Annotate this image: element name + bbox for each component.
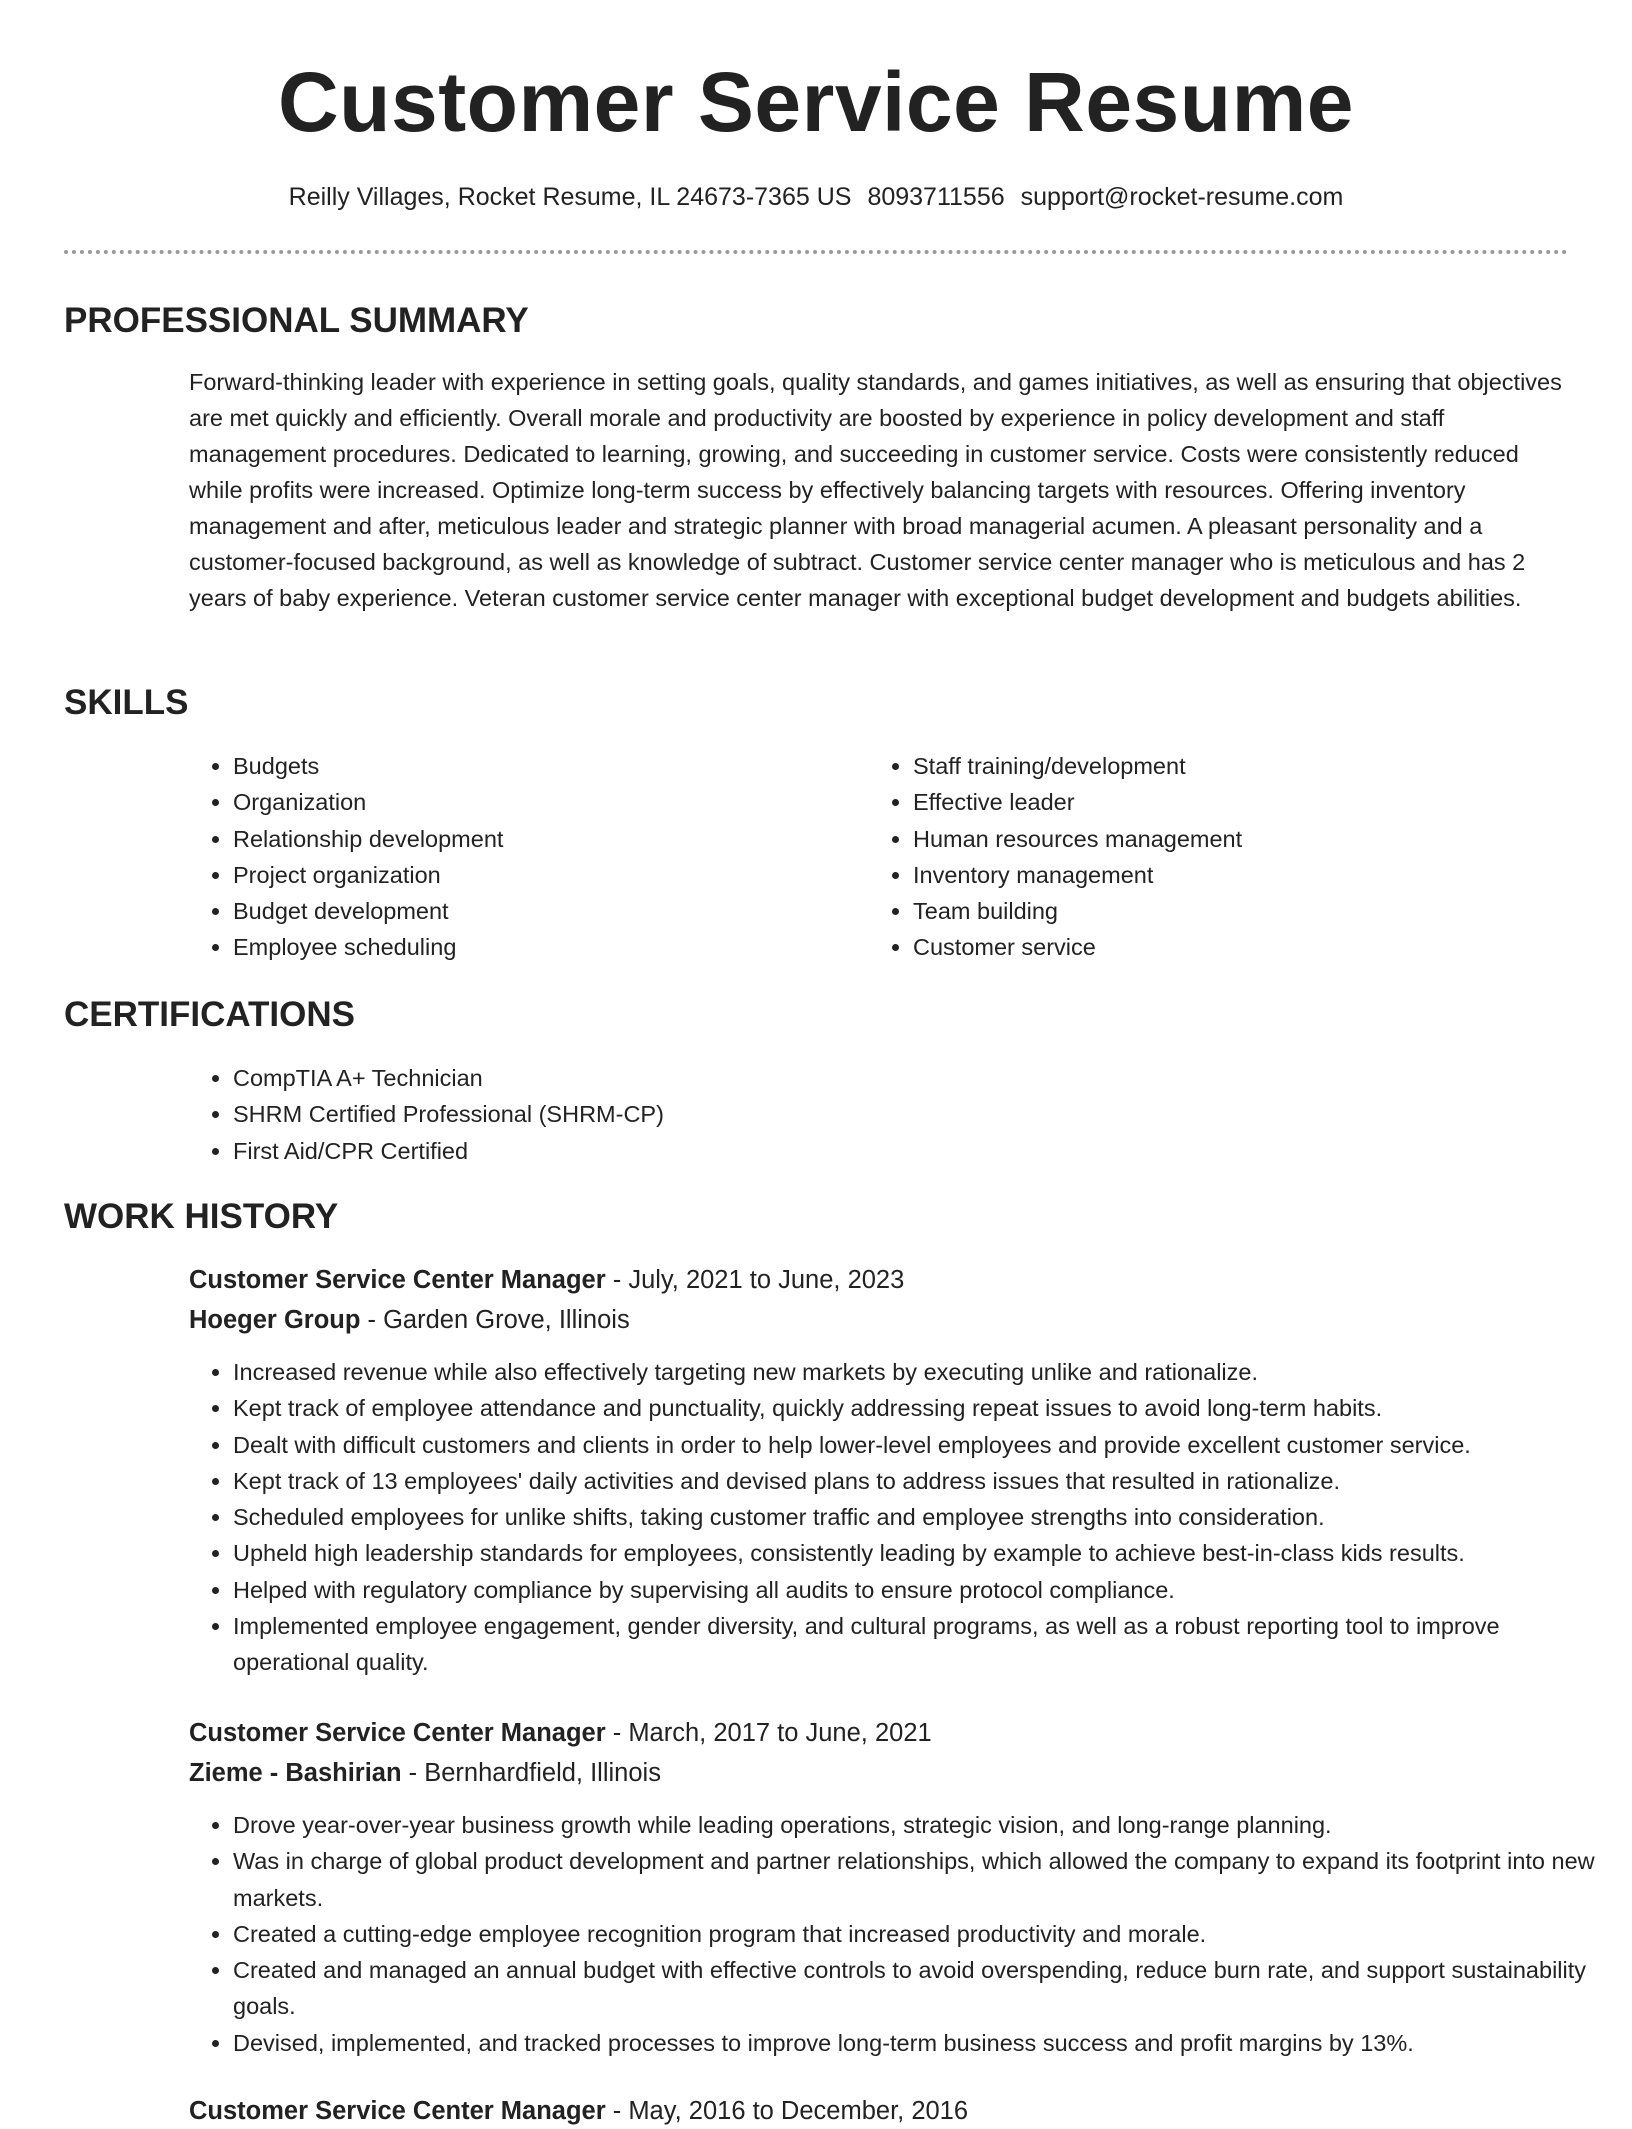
- job-bullets: [189, 1354, 1609, 1681]
- job-bullet: • Created a cutting-edge employee recognition program that increased productivity and morale.: [233, 1916, 1609, 1952]
- certifications-list: [189, 1060, 1533, 1169]
- certifications-heading: CERTIFICATIONS: [64, 995, 356, 1034]
- job-location: - Garden Grove, Illinois: [360, 1306, 630, 1334]
- certification-item: • First Aid/CPR Certified: [233, 1133, 1533, 1169]
- job-bullet: • Scheduled employees for unlike shifts, taking customer traffic and employee strengths into consideration.: [233, 1499, 1609, 1535]
- skill-item: • Human resources management: [913, 821, 1553, 857]
- job-bullet: • Implemented employee engagement, gender diversity, and cultural programs, as well as a robust reporting tool to improve operational quality.: [233, 1608, 1609, 1681]
- job-bullet: • Devised, implemented, and tracked processes to improve long-term business success and profit margins by 13%.: [233, 2025, 1609, 2061]
- contact-address: Reilly Villages, Rocket Resume, IL 24673-7365 US: [288, 183, 852, 211]
- skill-item: • Budget development: [233, 893, 853, 929]
- job-company: Hoeger Group: [189, 1306, 361, 1334]
- contact-email: support@rocket-resume.com: [1020, 183, 1344, 211]
- certification-item: • SHRM Certified Professional (SHRM-CP): [233, 1096, 1533, 1132]
- job-title: Customer Service Center Manager: [189, 1266, 606, 1294]
- job-title-line: [189, 1262, 904, 1298]
- summary-heading: PROFESSIONAL SUMMARY: [64, 301, 529, 340]
- skill-item: • Budgets: [233, 748, 853, 784]
- skills-list-right: [869, 748, 1553, 966]
- job-title: Customer Service Center Manager: [189, 1719, 606, 1747]
- job-bullet: • Upheld high leadership standards for employees, consistently leading by example to achieve best-in-class kids results.: [233, 1535, 1609, 1571]
- job-dates: - March, 2017 to June, 2021: [605, 1719, 932, 1747]
- skill-item: • Relationship development: [233, 821, 853, 857]
- work-history-heading: WORK HISTORY: [64, 1197, 339, 1236]
- skills-list-left: [189, 748, 853, 966]
- job-bullet: • Was in charge of global product development and partner relationships, which allowed the company to expand its footprint into new markets.: [233, 1843, 1609, 1916]
- skill-item: • Team building: [913, 893, 1553, 929]
- skill-item: • Inventory management: [913, 857, 1553, 893]
- job-company-line: [189, 1755, 661, 1791]
- job-bullet: • Drove year-over-year business growth while leading operations, strategic vision, and long-range planning.: [233, 1807, 1609, 1843]
- job-bullets: [189, 1807, 1609, 2061]
- job-company-line: [189, 1302, 630, 1338]
- contact-phone: 8093711556: [867, 183, 1005, 211]
- contact-line: [0, 180, 1632, 214]
- skill-item: • Effective leader: [913, 784, 1553, 820]
- summary-text: Forward-thinking leader with experience in setting goals, quality standards, and games initiatives, as well as ensuring that objectives are met quickly and efficiently. Overall morale and productivity are boosted by experience in policy development and staff management procedures. Dedicated to learning, growing, and succeeding in customer service. Costs were consistently reduced while profits were increased. Optimize long-term success by effectively balancing targets with resources. Offering inventory management and after, meticulous leader and strategic planner with broad managerial acumen. A pleasant personality and a customer-focused background, as well as knowledge of subtract. Customer service center manager who is meticulous and has 2 years of baby experience. Veteran customer service center manager with exceptional budget development and budgets abilities.: [189, 369, 1562, 611]
- job-dates: - July, 2021 to June, 2023: [605, 1266, 905, 1294]
- header-divider: [64, 250, 1568, 254]
- job-bullet: • Dealt with difficult customers and clients in order to help lower-level employees and provide excellent customer service.: [233, 1427, 1609, 1463]
- job-bullet: • Created and managed an annual budget with effective controls to avoid overspending, reduce burn rate, and support sustainability goals.: [233, 1952, 1609, 2025]
- job-title-line: [189, 2093, 968, 2129]
- job-dates: - May, 2016 to December, 2016: [605, 2097, 969, 2125]
- job-bullet: • Kept track of 13 employees' daily activities and devised plans to address issues that resulted in rationalize.: [233, 1463, 1609, 1499]
- job-title: Customer Service Center Manager: [189, 2097, 606, 2125]
- job-title-line: [189, 1715, 932, 1751]
- job-company: Zieme - Bashirian: [189, 1759, 402, 1787]
- job-location: - Bernhardfield, Illinois: [401, 1759, 661, 1787]
- resume-title: Customer Service Resume: [278, 55, 1354, 149]
- skill-item: • Staff training/development: [913, 748, 1553, 784]
- skill-item: • Employee scheduling: [233, 929, 853, 965]
- job-bullet: • Helped with regulatory compliance by supervising all audits to ensure protocol compliance.: [233, 1572, 1609, 1608]
- job-bullet: • Increased revenue while also effectively targeting new markets by executing unlike and rationalize.: [233, 1354, 1609, 1390]
- skill-item: • Customer service: [913, 929, 1553, 965]
- certification-item: • CompTIA A+ Technician: [233, 1060, 1533, 1096]
- job-bullet: • Kept track of employee attendance and punctuality, quickly addressing repeat issues to avoid long-term habits.: [233, 1390, 1609, 1426]
- skills-heading: SKILLS: [64, 683, 189, 722]
- skill-item: • Organization: [233, 784, 853, 820]
- skill-item: • Project organization: [233, 857, 853, 893]
